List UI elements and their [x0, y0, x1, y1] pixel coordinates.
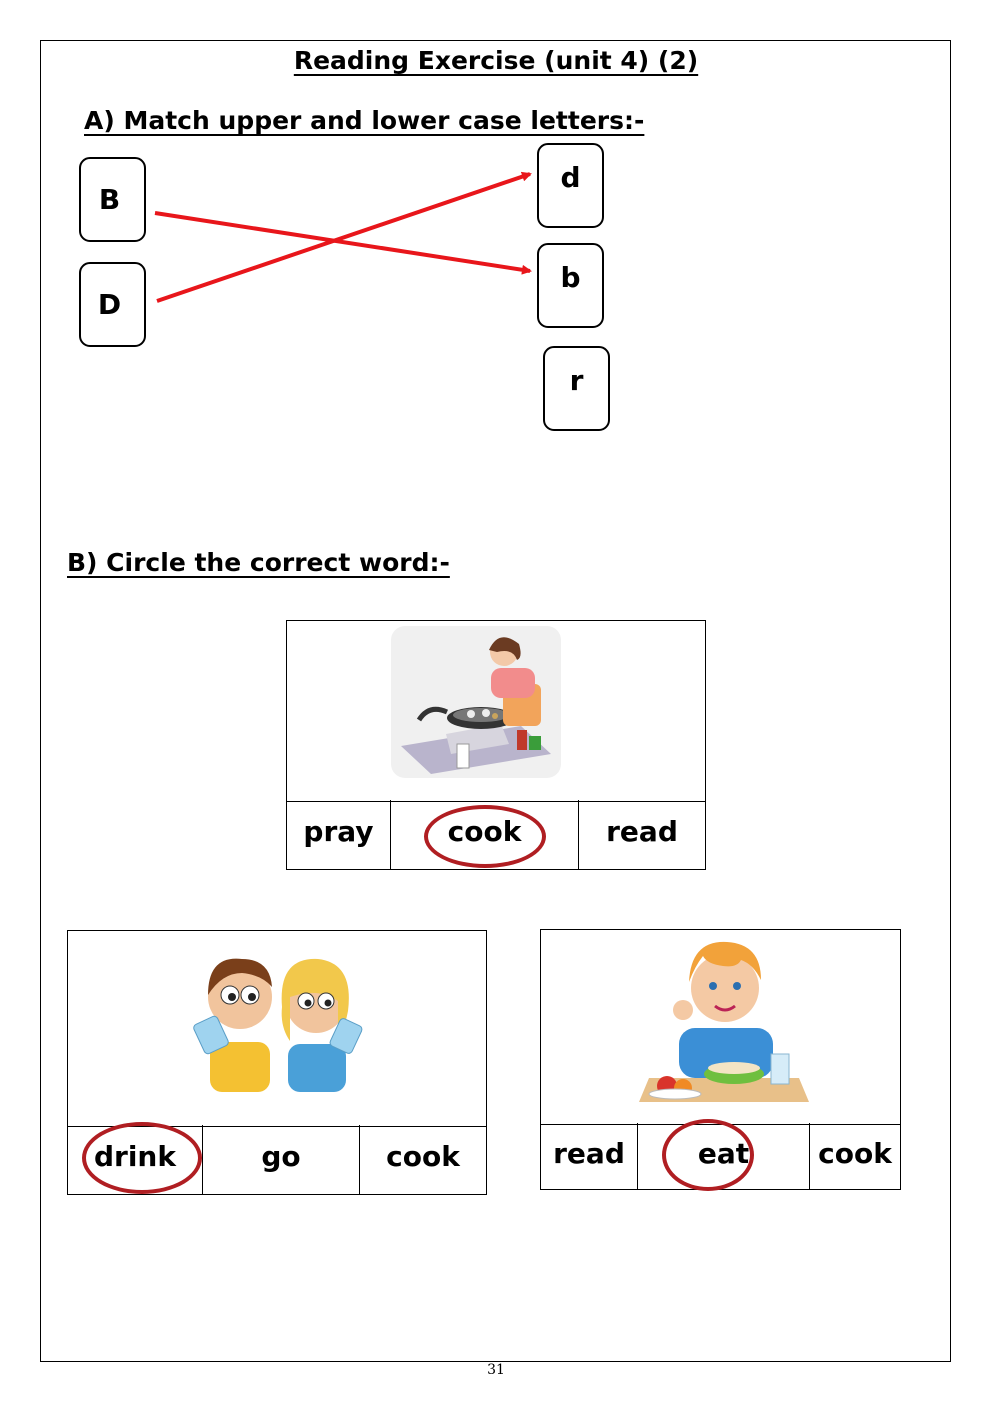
word-card-cooking — [286, 620, 706, 870]
word-text: pray — [303, 815, 374, 848]
word-text: go — [261, 1140, 301, 1173]
boy-eating-image — [639, 938, 811, 1104]
letter-box-lowercase-d[interactable] — [537, 143, 604, 228]
word-option-go[interactable] — [203, 1125, 360, 1194]
section-a-heading: A) Match upper and lower case letters:- — [84, 106, 645, 135]
word-option-eat[interactable] — [638, 1123, 810, 1189]
word-text: read — [553, 1136, 625, 1170]
word-option-cook[interactable] — [391, 800, 579, 869]
answer-circle — [662, 1119, 754, 1191]
word-text: read — [606, 815, 678, 848]
word-option-read[interactable] — [579, 800, 705, 869]
answer-circle — [82, 1122, 202, 1194]
letter-text: B — [98, 183, 121, 216]
letter-box-uppercase-b[interactable] — [79, 157, 146, 242]
word-option-read[interactable] — [541, 1123, 638, 1189]
card-image-area — [287, 621, 705, 802]
word-text: cook — [447, 815, 522, 848]
letter-box-lowercase-b[interactable] — [537, 243, 604, 328]
letter-text: D — [97, 288, 122, 321]
card-image-area — [541, 930, 900, 1125]
word-text: cook — [818, 1136, 892, 1170]
word-card-drinking — [67, 930, 487, 1195]
word-text: eat — [697, 1136, 750, 1170]
card-image-area — [68, 931, 486, 1127]
word-text: drink — [93, 1140, 176, 1173]
page-number: 31 — [487, 1362, 505, 1378]
letter-box-lowercase-r[interactable] — [543, 346, 610, 431]
word-option-cook[interactable] — [810, 1123, 900, 1189]
letter-text: b — [560, 261, 581, 294]
page-title: Reading Exercise (unit 4) (2) — [293, 46, 699, 75]
section-b-heading: B) Circle the correct word:- — [67, 548, 450, 577]
letter-box-uppercase-d[interactable] — [79, 262, 146, 347]
word-option-pray[interactable] — [287, 800, 391, 869]
answer-circle — [424, 805, 546, 868]
word-option-cook[interactable] — [360, 1125, 486, 1194]
children-drinking-image — [188, 947, 368, 1097]
woman-cooking-image — [391, 626, 561, 778]
word-option-drink[interactable] — [68, 1125, 203, 1194]
word-text: cook — [386, 1140, 460, 1173]
word-card-eating — [540, 929, 901, 1190]
letter-text: d — [560, 161, 581, 194]
letter-text: r — [569, 364, 584, 397]
